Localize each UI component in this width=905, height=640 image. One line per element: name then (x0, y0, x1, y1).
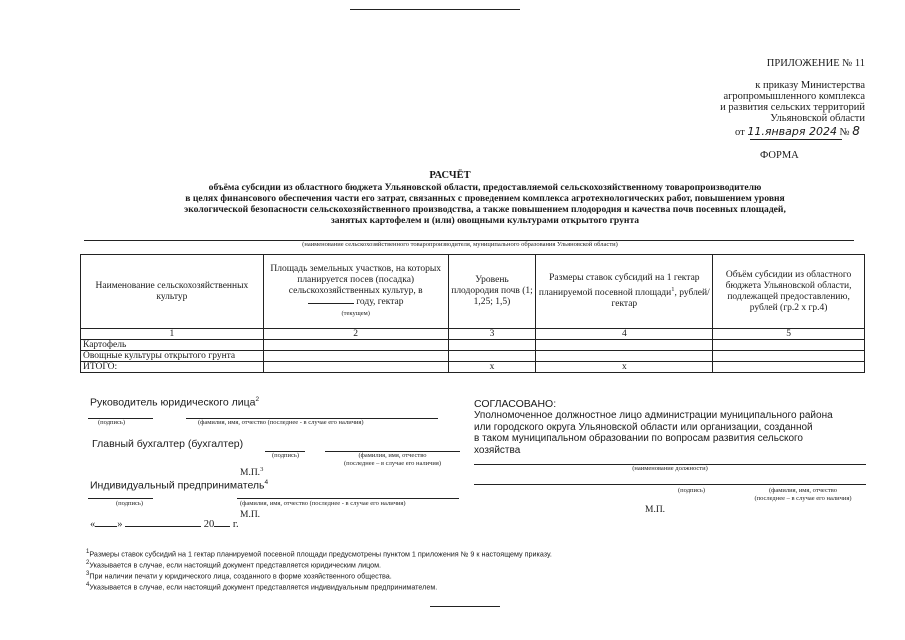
year-blank (308, 303, 354, 304)
cell-rate[interactable] (536, 351, 713, 362)
order-reference-line: агропромышленного комплекса (723, 91, 865, 102)
subtitle-line: в целях финансового обеспечения части его затрат, связанных с проведением комплекса агротехнологических работ, повышением уровня (185, 193, 785, 204)
ie-name-caption: (фамилия, имя, отчество (последнее - в случае его наличия) (240, 500, 406, 507)
order-date-number (735, 124, 865, 138)
ie-label: Индивидуальный предприниматель$^4$ (90, 479, 269, 492)
org-name-caption: (наименование сельскохозяйственного товаропроизводителя, муниципального образования Ульяновской области) (302, 241, 618, 248)
signature-line[interactable] (88, 498, 153, 499)
subtitle-line: экологической безопасности сельскохозяйственного производства, а также повышением плодородия и качества почв посевных площадей, (184, 204, 786, 215)
day-blank (95, 526, 117, 527)
column-number: 3 (448, 329, 536, 340)
appendix-number: ПРИЛОЖЕНИЕ № 11 (766, 58, 865, 69)
agreed-text: Уполномоченное должностное лицо администрации муниципального района или городского округа Ульяновской области или организации, созданной в таком муниципальном образовании по вопросам развития сельского хозяйства (474, 410, 833, 456)
header-area (263, 255, 448, 329)
acc-sign-caption: (подпись) (272, 452, 299, 459)
accountant-label: Главный бухгалтер (бухгалтер) (92, 438, 244, 450)
name-caption: (фамилия, имя, отчество (последнее - в случае его наличия) (198, 419, 364, 426)
header-area-text: Площадь земельных участков, на которых планируется посев (посадка) сельскохозяйственных культур, в (270, 264, 441, 296)
sign-caption: (подпись) (98, 419, 125, 426)
cell-area[interactable] (263, 351, 448, 362)
position-caption: (наименование должности) (632, 465, 708, 472)
order-reference-line: и развития сельских территорий (720, 102, 865, 113)
scan-edge-line (350, 9, 520, 10)
cell-rate[interactable] (536, 340, 713, 351)
crop-name: Овощные культуры открытого грунта (81, 351, 264, 362)
subtitle-line: объёма субсидии из областного бюджета Ульяновской области, предоставляемой сельскохозяйственному товаропроизводителю (208, 182, 762, 193)
name-line[interactable] (237, 498, 459, 499)
table-row (81, 351, 865, 362)
header-area-note: (текущем) (341, 310, 370, 317)
footnote-3: $^3$При наличии печати у юридического лица, созданного в форме хозяйственного общества. (86, 570, 392, 581)
cell-rate: x (536, 362, 713, 373)
cell-fertility[interactable] (448, 351, 536, 362)
footnote-ref: 4 (264, 479, 269, 486)
year-blank (214, 526, 230, 527)
column-number: 4 (536, 329, 713, 340)
footnote-4: $^4$Указывается в случае, если настоящий документ представляется индивидуальным предпринимателем. (86, 581, 438, 592)
cell-area[interactable] (263, 340, 448, 351)
stamp-label: М.П.$^3$ (240, 466, 264, 479)
date-field[interactable]: « » 20 г. (90, 519, 239, 530)
handwritten-number: 8 (852, 124, 860, 138)
month-blank (125, 526, 201, 527)
footnote-2: $^2$Указывается в случае, если настоящий документ представляется юридическим лицом. (86, 559, 382, 570)
header-fertility: Уровень плодородия почв (1; 1,25; 1,5) (448, 255, 536, 329)
document-subtitle (90, 182, 880, 226)
header-area-unit: году, гектар (356, 297, 404, 307)
order-reference (660, 80, 865, 124)
order-reference-line: к приказу Министерства (755, 80, 865, 91)
signature-name-line[interactable] (474, 484, 866, 485)
cell-area[interactable] (263, 362, 448, 373)
right-stamp-label: М.П. (645, 505, 666, 515)
header-subsidy: Объём субсидии из областного бюджета Ульяновской области, подлежащей предоставлению, рублей (гр.2 х гр.4) (713, 255, 865, 329)
header-crop-name: Наименование сельскохозяйственных культур (81, 255, 264, 329)
date-underline (750, 139, 842, 140)
from-label: от (735, 127, 745, 138)
footnote-1: $^1$Размеры ставок субсидий на 1 гектар планируемой посевной площади предусмотрены пунктом 1 приложения № 9 к настоящему приказу. (86, 549, 552, 559)
handwritten-date: 11.января 2024 (747, 125, 837, 138)
stamp-label: М.П. (240, 510, 261, 520)
scan-edge-line (430, 606, 500, 607)
cell-subsidy[interactable] (713, 362, 865, 373)
ie-sign-caption: (подпись) (116, 500, 143, 507)
column-number: 1 (81, 329, 264, 340)
agreed-label: СОГЛАСОВАНО: (474, 398, 557, 410)
total-label: ИТОГО: (81, 362, 264, 373)
cell-fertility[interactable] (448, 340, 536, 351)
footnotes (86, 548, 886, 592)
cell-subsidy[interactable] (713, 340, 865, 351)
footnote-ref: 1 (671, 285, 675, 293)
subtitle-line: занятых картофелем и (или) овощными культурами открытого грунта (330, 215, 640, 226)
header-rate (536, 255, 713, 329)
subsidy-table (80, 254, 865, 373)
right-sign-caption: (подпись) (678, 487, 705, 494)
header-rate-unit: , рублей/гектар (611, 288, 710, 310)
cell-subsidy[interactable] (713, 351, 865, 362)
crop-name: Картофель (81, 340, 264, 351)
form-label: ФОРМА (760, 150, 799, 161)
header-rate-text: Размеры ставок субсидий на 1 гектар планируемой посевной площади (538, 272, 700, 299)
table-row-total (81, 362, 865, 373)
cell-fertility: x (448, 362, 536, 373)
order-reference-line: Ульяновской области (770, 113, 865, 124)
column-number: 2 (263, 329, 448, 340)
footnote-ref: 3 (260, 466, 264, 473)
table-row (81, 340, 865, 351)
number-sign: № (839, 127, 850, 138)
footnote-ref: 2 (255, 396, 260, 403)
column-number: 5 (713, 329, 865, 340)
right-name-caption: (фамилия, имя, отчество (последнее – в случае его наличия) (754, 487, 852, 502)
head-label: Руководитель юридического лица$^2$ (90, 396, 260, 409)
document-title: РАСЧЁТ (429, 170, 471, 181)
acc-name-caption: (фамилия, имя, отчество (последнее – в случае его наличия) (343, 452, 442, 467)
